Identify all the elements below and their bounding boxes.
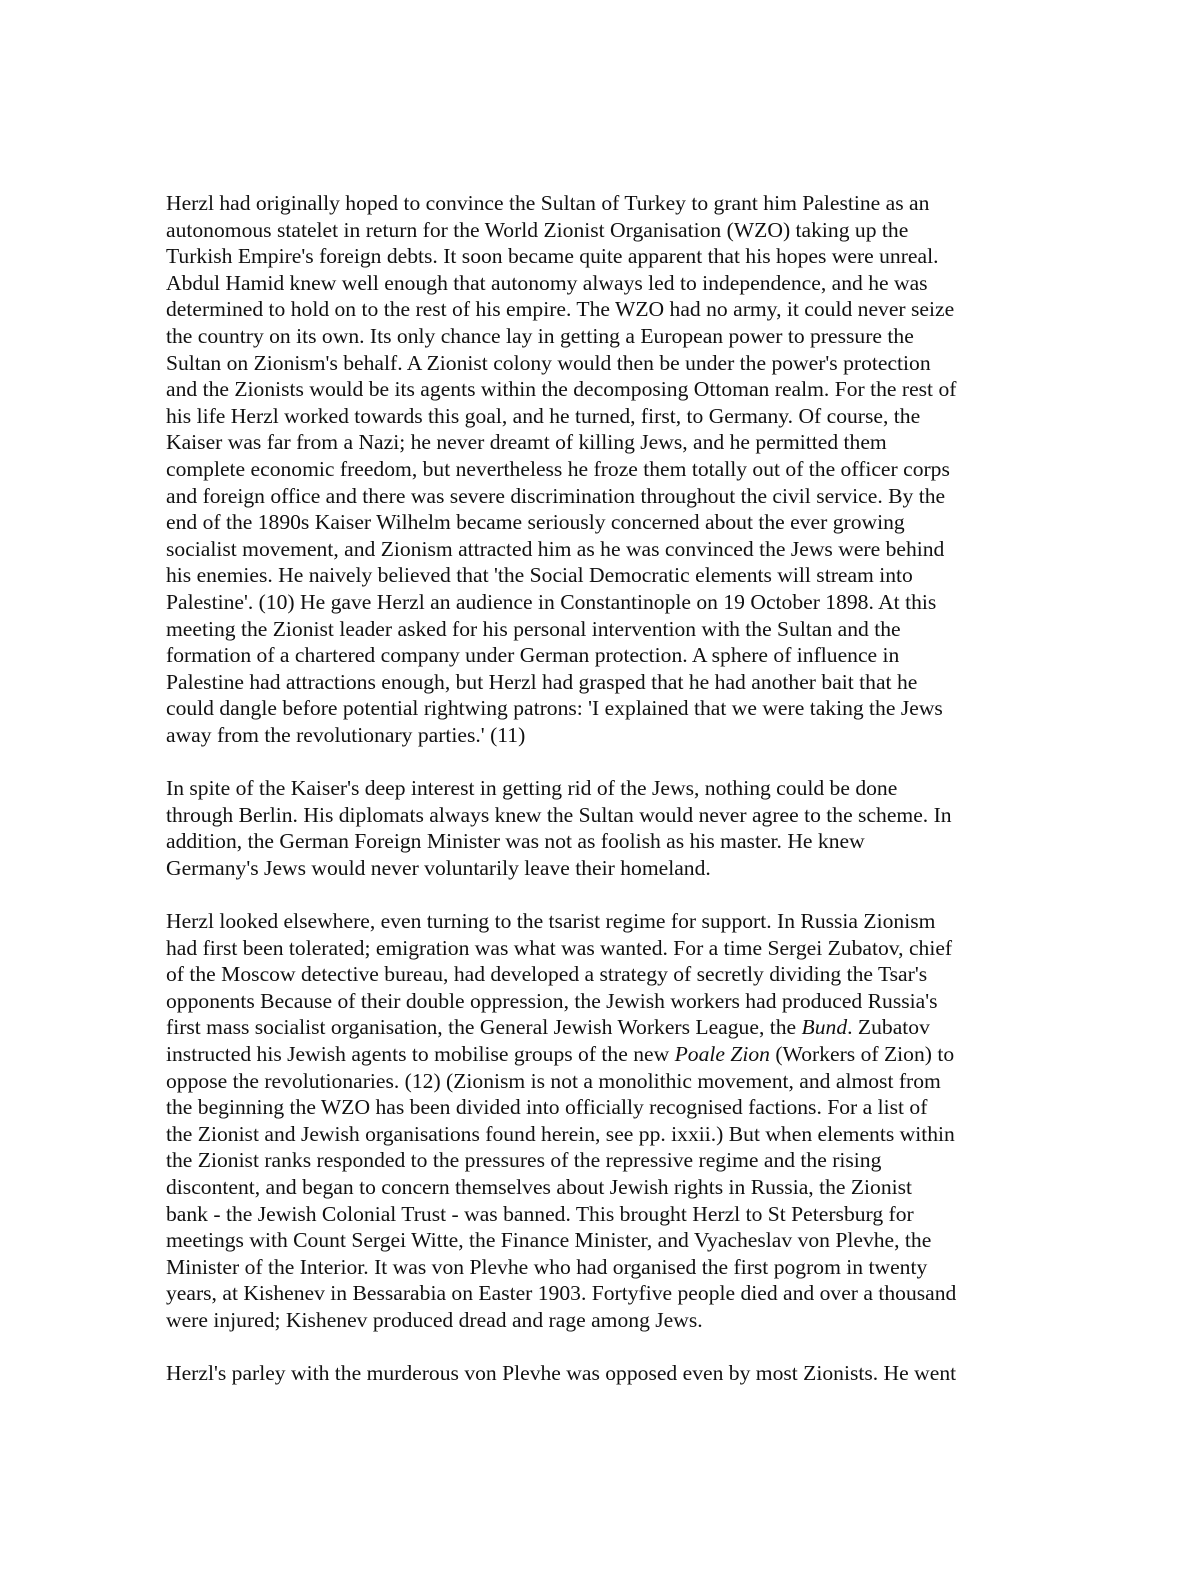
text-line: the beginning the WZO has been divided into officially recognised factions. For a list of: [166, 1095, 928, 1120]
text-line: Abdul Hamid knew well enough that autonomy always led to independence, and he was: [166, 270, 928, 295]
text-line: his life Herzl worked towards this goal, and he turned, first, to Germany. Of course, the: [166, 403, 921, 428]
text-line: through Berlin. His diplomats always knew the Sultan would never agree to the scheme. In: [166, 802, 952, 827]
paragraph-spacer: [166, 881, 1026, 908]
text-line: socialist movement, and Zionism attracted him as he was convinced the Jews were behind: [166, 536, 945, 561]
text-line: and foreign office and there was severe discrimination throughout the civil service. By the: [166, 483, 946, 508]
text-line: bank - the Jewish Colonial Trust - was banned. This brought Herzl to St Petersburg for: [166, 1201, 914, 1226]
text-line: autonomous statelet in return for the World Zionist Organisation (WZO) taking up the: [166, 217, 909, 242]
text-line: Minister of the Interior. It was von Plevhe who had organised the first pogrom in twenty: [166, 1254, 928, 1279]
text-line: In spite of the Kaiser's deep interest in getting rid of the Jews, nothing could be done: [166, 776, 898, 801]
text-line: Palestine had attractions enough, but Herzl had grasped that he had another bait that he: [166, 669, 918, 694]
paragraph-spacer: [166, 748, 1026, 775]
text-line: the Zionist ranks responded to the pressures of the repressive regime and the rising: [166, 1148, 882, 1173]
paragraph: [166, 1360, 1026, 1387]
text-line: discontent, and began to concern themselves about Jewish rights in Russia, the Zionist: [166, 1174, 913, 1199]
text-line: years, at Kishenev in Bessarabia on Easter 1903. Fortyfive people died and over a thousand: [166, 1281, 957, 1306]
text-line: could dangle before potential rightwing patrons: 'I explained that we were taking the Jews: [166, 696, 943, 721]
text-line: Herzl looked elsewhere, even turning to the tsarist regime for support. In Russia Zionism: [166, 909, 936, 934]
text-segment: . Zubatov: [847, 1015, 930, 1040]
text-line: oppose the revolutionaries. (12) (Zionism is not a monolithic movement, and almost from: [166, 1068, 941, 1093]
text-line: [166, 1014, 1026, 1041]
paragraph-spacer: [166, 1334, 1026, 1361]
text-line: and the Zionists would be its agents within the decomposing Ottoman realm. For the rest of: [166, 377, 957, 402]
text-line: Germany's Jews would never voluntarily leave their homeland.: [166, 855, 711, 880]
text-line: Herzl had originally hoped to convince the Sultan of Turkey to grant him Palestine as an: [166, 191, 930, 215]
text-line: end of the 1890s Kaiser Wilhelm became seriously concerned about the ever growing: [166, 510, 905, 535]
text-line: of the Moscow detective bureau, had developed a strategy of secretly dividing the Tsar's: [166, 962, 928, 987]
text-line: were injured; Kishenev produced dread and rage among Jews.: [166, 1307, 703, 1332]
text-line: determined to hold on to the rest of his empire. The WZO had no army, it could never seize: [166, 297, 955, 322]
paragraph: [166, 190, 1026, 748]
text-line: meetings with Count Sergei Witte, the Finance Minister, and Vyacheslav von Plevhe, the: [166, 1228, 932, 1253]
text-line: Turkish Empire's foreign debts. It soon became quite apparent that his hopes were unreal.: [166, 244, 939, 269]
text-line: the Zionist and Jewish organisations found herein, see pp. ixxii.) But when elements within: [166, 1121, 955, 1146]
text-line: opponents Because of their double oppression, the Jewish workers had produced Russia's: [166, 988, 938, 1013]
text-line: Herzl's parley with the murderous von Plevhe was opposed even by most Zionists. He went: [166, 1361, 957, 1386]
text-segment: (Workers of Zion) to: [769, 1042, 955, 1066]
text-line: Sultan on Zionism's behalf. A Zionist colony would then be under the power's protection: [166, 350, 931, 375]
text-line: had first been tolerated; emigration was what was wanted. For a time Sergei Zubatov, chief: [166, 935, 953, 960]
text-line: formation of a chartered company under German protection. A sphere of influence in: [166, 643, 900, 668]
italic-term-bund: Bund: [801, 1015, 848, 1040]
text-line: Kaiser was far from a Nazi; he never dreamt of killing Jews, and he permitted them: [166, 430, 887, 455]
paragraph: [166, 908, 1026, 1334]
text-line: complete economic freedom, but nevertheless he froze them totally out of the officer corps: [166, 456, 950, 481]
text-line: his enemies. He naively believed that 'the Social Democratic elements will stream into: [166, 563, 913, 588]
text-line: addition, the German Foreign Minister was not as foolish as his master. He knew: [166, 829, 865, 854]
text-line: Palestine'. (10) He gave Herzl an audience in Constantinople on 19 October 1898. At this: [166, 589, 937, 614]
text-segment: first mass socialist organisation, the General Jewish Workers League, the: [166, 1015, 802, 1040]
text-line: meeting the Zionist leader asked for his personal intervention with the Sultan and the: [166, 616, 901, 641]
body-text: [166, 190, 1026, 1387]
paragraph: [166, 775, 1026, 881]
italic-term-poale-zion: Poale Zion: [674, 1042, 770, 1066]
text-segment: instructed his Jewish agents to mobilise groups of the new: [166, 1042, 675, 1066]
text-line: the country on its own. Its only chance lay in getting a European power to pressure the: [166, 323, 914, 348]
text-line: away from the revolutionary parties.' (11): [166, 722, 526, 747]
text-line: [166, 1041, 1026, 1068]
